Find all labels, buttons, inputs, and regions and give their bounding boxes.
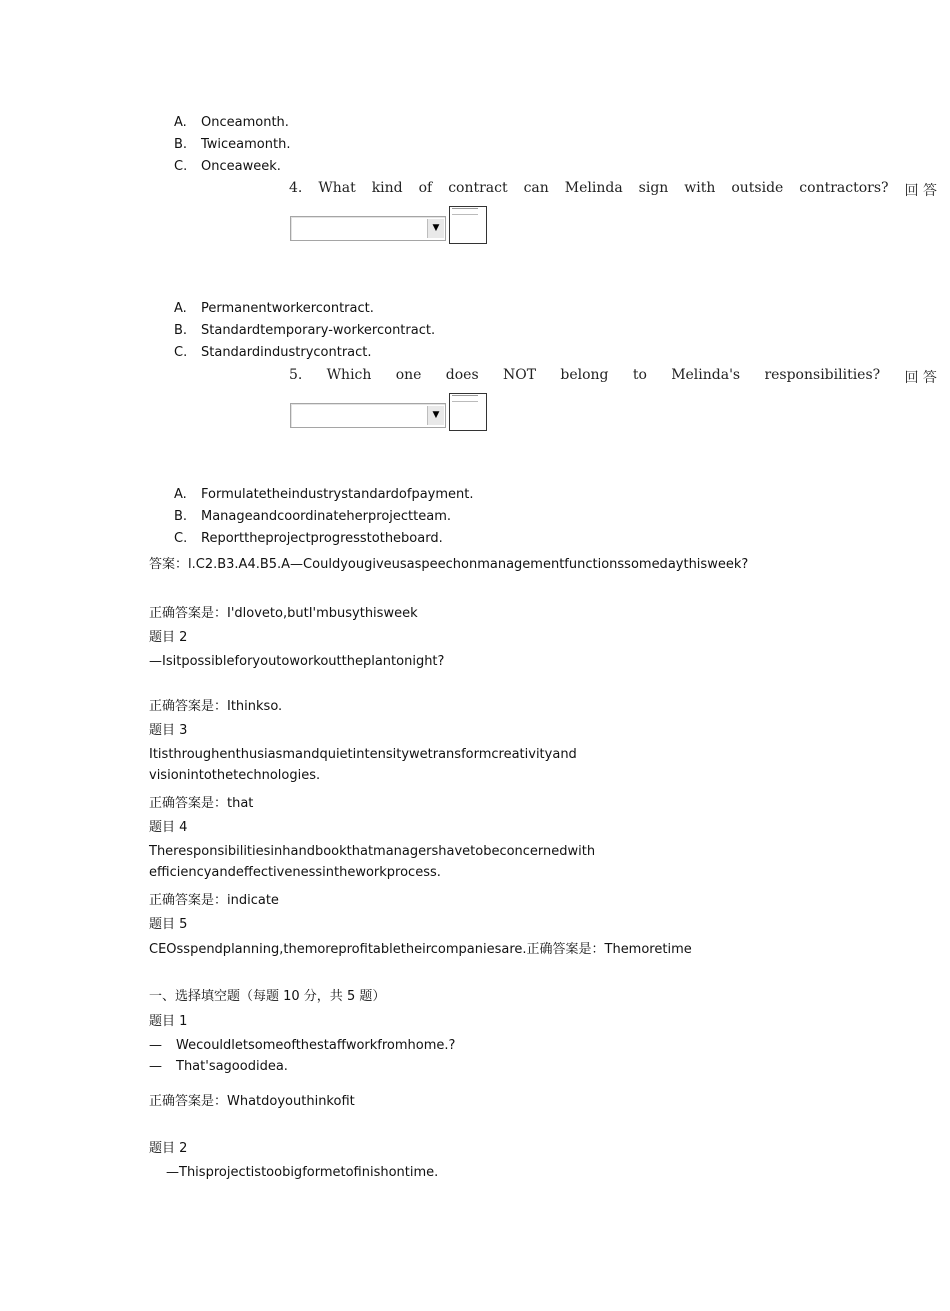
question-word: with bbox=[684, 180, 716, 196]
option-text: Standardtemporary-workercontract. bbox=[201, 323, 436, 338]
question-5-text bbox=[289, 367, 937, 387]
dialogue-line-2 bbox=[149, 1057, 288, 1077]
dialogue-dash: — bbox=[149, 1038, 162, 1053]
option-text: Onceaweek. bbox=[201, 159, 281, 174]
option-letter: B. bbox=[174, 137, 188, 152]
question-word: Melinda's bbox=[671, 367, 741, 383]
section-heading: 一、选择填空题（每题 10 分，共 5 题） bbox=[149, 989, 386, 1004]
question-title-5: 题目 5 bbox=[149, 917, 188, 932]
option-letter: B. bbox=[174, 509, 188, 524]
option-letter: C. bbox=[174, 531, 188, 546]
dialogue-dash: — bbox=[149, 1059, 162, 1074]
question-3-line-1: Itisthroughenthusiasmandquietintensitywetransformcreativityand bbox=[149, 747, 577, 762]
question-word: outside bbox=[731, 180, 784, 196]
question-word: sign bbox=[638, 180, 669, 196]
question-word: responsibilities? bbox=[764, 367, 881, 383]
option-text: Onceamonth. bbox=[201, 115, 289, 130]
question-word: kind bbox=[371, 180, 403, 196]
option-text: Twiceamonth. bbox=[201, 137, 291, 152]
question-word: NOT bbox=[502, 367, 537, 383]
question-title-1: 题目 1 bbox=[149, 1014, 188, 1029]
correct-answer-2: 正确答案是：Ithinkso. bbox=[149, 699, 283, 714]
option-q5-a bbox=[174, 487, 473, 503]
correct-answer-p2-1: 正确答案是：Whatdoyouthinkofit bbox=[149, 1094, 355, 1109]
option-letter: C. bbox=[174, 345, 188, 360]
dialogue-line-1 bbox=[149, 1036, 455, 1056]
option-text: Reporttheprojectprogresstotheboard. bbox=[201, 531, 443, 546]
option-q3-c bbox=[174, 159, 281, 175]
option-text: Permanentworkercontract. bbox=[201, 301, 374, 316]
option-q5-b bbox=[174, 509, 451, 525]
question-3-line-2: visionintothetechnologies. bbox=[149, 768, 321, 783]
option-q4-c bbox=[174, 345, 372, 361]
question-title-2: 题目 2 bbox=[149, 630, 188, 645]
correct-answer-1: 正确答案是：I'dloveto,butI'mbusythisweek bbox=[149, 606, 418, 621]
question-word: contract bbox=[448, 180, 508, 196]
answer-select-q5[interactable] bbox=[290, 403, 446, 428]
correct-answer-4: 正确答案是：indicate bbox=[149, 893, 279, 908]
question-word: Which bbox=[326, 367, 372, 383]
answer-select-q4[interactable] bbox=[290, 216, 446, 241]
question-title-4: 题目 4 bbox=[149, 820, 188, 835]
option-q3-b bbox=[174, 137, 290, 153]
question-title-3: 题目 3 bbox=[149, 723, 188, 738]
question-title-p2-2: 题目 2 bbox=[149, 1141, 188, 1156]
question-p2-2-text: —Thisprojectistoobigformetofinishontime. bbox=[166, 1165, 439, 1180]
option-letter: A. bbox=[174, 487, 187, 502]
option-q3-a bbox=[174, 115, 289, 131]
tiny-image-text bbox=[452, 395, 478, 402]
option-letter: A. bbox=[174, 301, 187, 316]
question-word: 5. bbox=[289, 367, 303, 383]
option-text: Manageandcoordinateherprojectteam. bbox=[201, 509, 451, 524]
question-word: does bbox=[445, 367, 479, 383]
question-word: belong bbox=[560, 367, 609, 383]
question-word: What bbox=[318, 180, 356, 196]
option-q5-c bbox=[174, 531, 443, 547]
question-4-line-1: Theresponsibilitiesinhandbookthatmanagershavetobeconcernedwith bbox=[149, 844, 596, 859]
option-q4-a bbox=[174, 301, 374, 317]
answer-image-box-q4 bbox=[449, 206, 487, 244]
answer-label: 回 答 bbox=[904, 370, 937, 386]
answer-key-line: 答案：l.C2.B3.A4.B5.A—Couldyougiveusaspeechonmanagementfunctionssomedaythisweek? bbox=[149, 557, 749, 572]
option-letter: A. bbox=[174, 115, 187, 130]
option-q4-b bbox=[174, 323, 435, 339]
tiny-image-text bbox=[452, 208, 478, 215]
question-word: one bbox=[395, 367, 422, 383]
question-5-text: CEOsspendplanning,themoreprofitabletheircompaniesare.正确答案是：Themoretime bbox=[149, 942, 692, 957]
question-word: to bbox=[632, 367, 647, 383]
option-text: Formulatetheindustrystandardofpayment. bbox=[201, 487, 474, 502]
dialogue-text: Wecouldletsomeofthestaffworkfromhome.? bbox=[176, 1038, 456, 1053]
correct-answer-3: 正确答案是：that bbox=[149, 796, 254, 811]
question-word: contractors? bbox=[799, 180, 889, 196]
question-word: Melinda bbox=[564, 180, 623, 196]
question-4-line-2: efficiencyandeffectivenessintheworkprocess. bbox=[149, 865, 441, 880]
answer-label: 回 答 bbox=[904, 183, 937, 199]
question-word: can bbox=[523, 180, 549, 196]
option-letter: B. bbox=[174, 323, 188, 338]
question-2-text: —Isitpossibleforyoutoworkouttheplantonight? bbox=[149, 654, 445, 669]
dialogue-text: That'sagoodidea. bbox=[176, 1059, 288, 1074]
question-4-text bbox=[289, 180, 937, 200]
answer-image-box-q5 bbox=[449, 393, 487, 431]
question-word: of bbox=[418, 180, 433, 196]
chevron-down-icon[interactable]: ▼ bbox=[427, 219, 444, 238]
option-text: Standardindustrycontract. bbox=[201, 345, 372, 360]
option-letter: C. bbox=[174, 159, 188, 174]
chevron-down-icon[interactable]: ▼ bbox=[427, 406, 444, 425]
question-word: 4. bbox=[289, 180, 303, 196]
